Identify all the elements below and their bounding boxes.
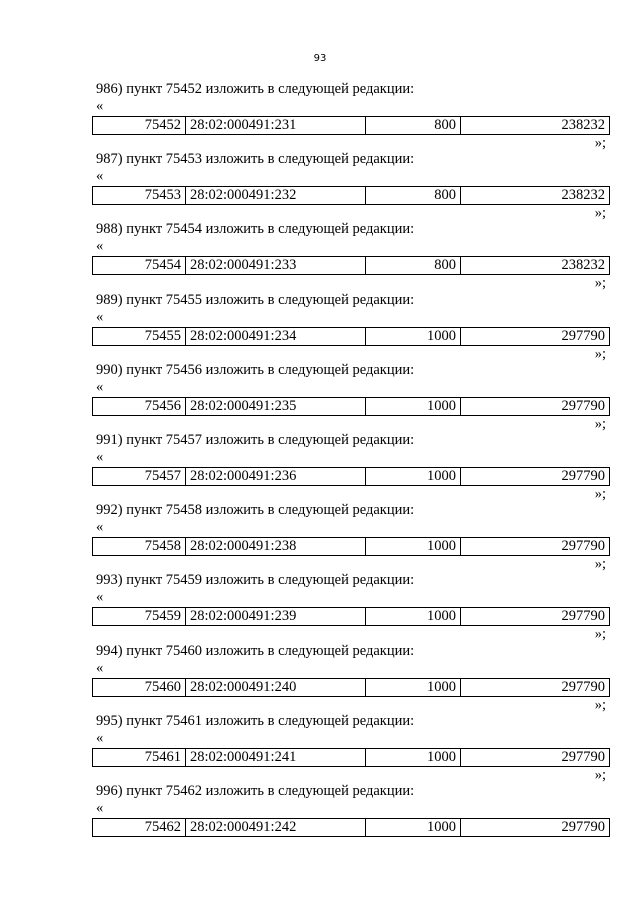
- value-cell: 238232: [561, 117, 605, 133]
- amendment-heading: 986) пункт 75452 изложить в следующей редакции:: [96, 81, 415, 97]
- table-row: [92, 256, 610, 275]
- cadastral-number-cell: 28:02:000491:241: [186, 749, 366, 766]
- amendment-heading: 989) пункт 75455 изложить в следующей редакции:: [96, 291, 415, 308]
- amendment-heading: 991) пункт 75457 изложить в следующей редакции:: [96, 431, 415, 448]
- table-row: [92, 186, 610, 205]
- amendment-block: [92, 501, 610, 571]
- amendment-block: [92, 642, 610, 712]
- opening-quote: «: [96, 729, 104, 746]
- document-body: [92, 80, 610, 852]
- area-cell: 800: [366, 187, 461, 204]
- area-cell: 1000: [366, 468, 461, 485]
- area-cell: 1000: [366, 679, 461, 696]
- closing-quote: »;: [594, 485, 606, 502]
- area-cell: 1000: [366, 328, 461, 345]
- item-number-cell: 75460: [93, 679, 186, 696]
- area-cell: 1000: [366, 398, 461, 415]
- opening-quote: «: [96, 98, 104, 114]
- item-number-cell: 75461: [93, 749, 186, 766]
- closing-quote: »;: [594, 275, 606, 292]
- closing-quote: »;: [594, 415, 606, 432]
- table-row: [92, 537, 610, 556]
- table-row: [92, 467, 610, 486]
- area-cell: 1000: [366, 538, 461, 555]
- opening-quote: «: [96, 168, 104, 185]
- value-cell: 297790: [561, 538, 605, 555]
- amendment-block: [92, 782, 610, 852]
- value-cell: 297790: [561, 397, 605, 414]
- opening-quote: «: [96, 519, 104, 536]
- amendment-block: [92, 431, 610, 501]
- cadastral-number-cell: 28:02:000491:235: [186, 398, 366, 415]
- amendment-heading: 993) пункт 75459 изложить в следующей редакции:: [96, 572, 415, 589]
- amendment-block: [92, 291, 610, 361]
- table-row: [92, 607, 610, 626]
- amendment-block: [92, 571, 610, 641]
- amendment-heading: 995) пункт 75461 изложить в следующей редакции:: [96, 712, 415, 729]
- opening-quote: «: [96, 308, 104, 325]
- cadastral-number-cell: 28:02:000491:239: [186, 608, 366, 625]
- item-number-cell: 75454: [93, 257, 186, 274]
- cadastral-number-cell: 28:02:000491:233: [186, 257, 366, 274]
- value-cell: 238232: [561, 257, 605, 274]
- area-cell: 1000: [366, 819, 461, 836]
- table-row: [92, 397, 610, 416]
- cadastral-number-cell: 28:02:000491:232: [186, 187, 366, 204]
- opening-quote: «: [96, 799, 104, 816]
- value-cell: 238232: [561, 187, 605, 204]
- amendment-block: [92, 712, 610, 782]
- area-cell: 1000: [366, 608, 461, 625]
- closing-quote: »;: [594, 205, 606, 222]
- value-cell: 297790: [561, 678, 605, 695]
- amendment-block: [92, 80, 610, 150]
- amendment-heading: 990) пункт 75456 изложить в следующей редакции:: [96, 361, 415, 378]
- value-cell: 297790: [561, 748, 605, 765]
- closing-quote: »;: [594, 345, 606, 362]
- opening-quote: «: [96, 448, 104, 465]
- value-cell: 297790: [561, 818, 605, 835]
- area-cell: 800: [366, 117, 461, 134]
- value-cell: 297790: [561, 608, 605, 625]
- cadastral-number-cell: 28:02:000491:231: [186, 117, 366, 134]
- closing-quote: »;: [594, 696, 606, 713]
- item-number-cell: 75455: [93, 328, 186, 345]
- page-number: 93: [313, 53, 327, 64]
- item-number-cell: 75458: [93, 538, 186, 555]
- cadastral-number-cell: 28:02:000491:236: [186, 468, 366, 485]
- amendment-block: [92, 361, 610, 431]
- amendment-block: [92, 150, 610, 220]
- opening-quote: «: [96, 238, 104, 255]
- table-row: [92, 748, 610, 767]
- closing-quote: »;: [594, 766, 606, 783]
- value-cell: 297790: [561, 327, 605, 344]
- item-number-cell: 75462: [93, 819, 186, 836]
- cadastral-number-cell: 28:02:000491:238: [186, 538, 366, 555]
- amendment-heading: 994) пункт 75460 изложить в следующей редакции:: [96, 642, 415, 659]
- amendment-block: [92, 220, 610, 290]
- opening-quote: «: [96, 659, 104, 676]
- table-row: [92, 678, 610, 697]
- cadastral-number-cell: 28:02:000491:242: [186, 819, 366, 836]
- table-row: [92, 818, 610, 837]
- area-cell: 800: [366, 257, 461, 274]
- table-row: [92, 327, 610, 346]
- opening-quote: «: [96, 378, 104, 395]
- amendment-heading: 988) пункт 75454 изложить в следующей редакции:: [96, 221, 415, 238]
- cadastral-number-cell: 28:02:000491:240: [186, 679, 366, 696]
- item-number-cell: 75453: [93, 187, 186, 204]
- item-number-cell: 75456: [93, 398, 186, 415]
- table-row: [92, 116, 610, 135]
- closing-quote: »;: [594, 556, 606, 573]
- value-cell: 297790: [561, 467, 605, 484]
- item-number-cell: 75459: [93, 608, 186, 625]
- opening-quote: «: [96, 589, 104, 606]
- cadastral-number-cell: 28:02:000491:234: [186, 328, 366, 345]
- amendment-heading: 996) пункт 75462 изложить в следующей редакции:: [96, 782, 415, 799]
- area-cell: 1000: [366, 749, 461, 766]
- item-number-cell: 75457: [93, 468, 186, 485]
- closing-quote: »;: [594, 135, 606, 151]
- amendment-heading: 987) пункт 75453 изложить в следующей редакции:: [96, 151, 415, 168]
- closing-quote: »;: [594, 626, 606, 643]
- amendment-heading: 992) пункт 75458 изложить в следующей редакции:: [96, 502, 415, 519]
- item-number-cell: 75452: [93, 117, 186, 134]
